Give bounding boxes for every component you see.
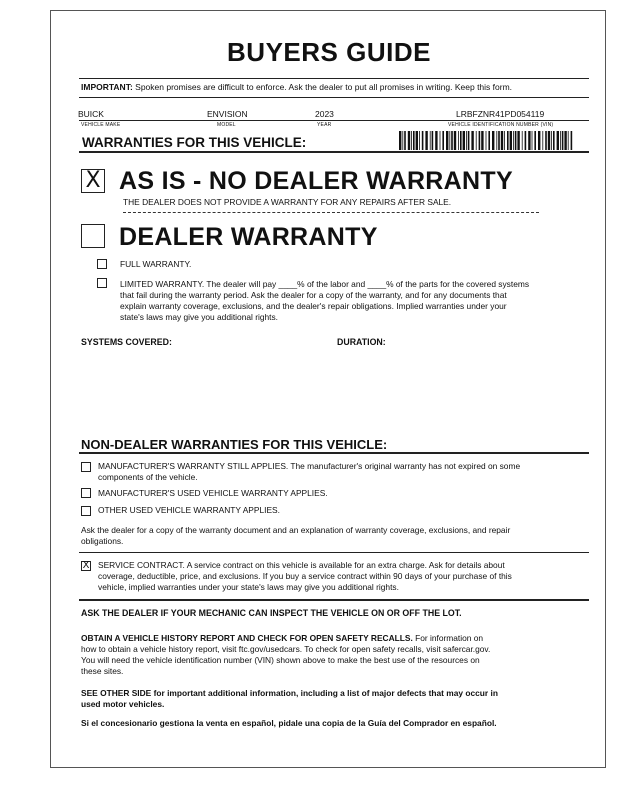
buyers-guide-form (50, 10, 606, 768)
used-manufacturer-warranty-label: MANUFACTURER'S USED VEHICLE WARRANTY APPLIES. (98, 488, 328, 498)
service-contract-text (98, 560, 588, 593)
see-other-side-line: used motor vehicles. (81, 699, 165, 709)
as-is-checkbox[interactable]: X (81, 169, 105, 193)
limited-warranty-line: that fail during the warranty period. Ask the dealer for a copy of the warranty, and for any documents that (120, 290, 507, 300)
ask-dealer-line: obligations. (81, 536, 124, 546)
important-notice (81, 82, 512, 92)
vehicle-model-value: ENVISION (207, 109, 248, 119)
manufacturer-warranty-line: components of the vehicle. (98, 472, 198, 482)
manufacturer-warranty-checkbox[interactable] (81, 462, 91, 472)
vehicle-history-text (81, 633, 593, 677)
vin-label: VEHICLE IDENTIFICATION NUMBER (VIN) (448, 122, 554, 128)
divider (79, 78, 589, 79)
limited-warranty-line: LIMITED WARRANTY. The dealer will pay ____% of the labor and ____% of the parts for the covered systems (120, 279, 530, 289)
divider (79, 97, 589, 98)
vehicle-history-line: You will need the vehicle identification number (VIN) shown above to make the best use of the resources on (81, 655, 480, 665)
vehicle-year-label: YEAR (317, 122, 332, 128)
vin-value: LRBFZNR41PD054119 (456, 109, 545, 119)
manufacturer-warranty-text (98, 461, 588, 483)
spanish-notice: Si el concesionario gestiona la venta en español, pidale una copia de la Guía del Comprador en español. (81, 718, 497, 728)
as-is-subtitle: THE DEALER DOES NOT PROVIDE A WARRANTY FOR ANY REPAIRS AFTER SALE. (123, 197, 452, 207)
form-title: BUYERS GUIDE (227, 37, 431, 67)
ask-dealer-line: Ask the dealer for a copy of the warranty document and an explanation of warranty coverage, exclusions, and repair (81, 525, 511, 535)
see-other-side-text (81, 688, 593, 710)
limited-warranty-checkbox[interactable] (97, 278, 107, 288)
vehicle-make-value: BUICK (78, 109, 104, 119)
divider (79, 552, 589, 553)
duration-label: DURATION: (337, 337, 386, 347)
warranties-heading: WARRANTIES FOR THIS VEHICLE: (82, 135, 307, 150)
vehicle-underline (79, 120, 589, 121)
full-warranty-checkbox[interactable] (97, 259, 107, 269)
service-contract-line: vehicle, implied warranties under your state's laws may give you additional rights. (98, 582, 399, 592)
service-contract-line: SERVICE CONTRACT. A service contract on this vehicle is available for an extra charge. Ask for details about (98, 560, 505, 570)
divider (79, 452, 589, 454)
ask-dealer-copy-text (81, 525, 591, 547)
dealer-warranty-checkbox[interactable] (81, 224, 105, 248)
as-is-title: AS IS - NO DEALER WARRANTY (119, 167, 513, 195)
see-other-side-line: SEE OTHER SIDE for important additional information, including a list of major defects that may occur in (81, 688, 498, 698)
vin-barcode (399, 131, 574, 151)
limited-warranty-line: state's laws may give you additional rights. (120, 312, 279, 322)
mechanic-inspection-text: ASK THE DEALER IF YOUR MECHANIC CAN INSPECT THE VEHICLE ON OR OFF THE LOT. (81, 608, 462, 618)
limited-warranty-line: explain warranty coverage, exclusions, and the dealer's repair obligations. Implied warranties under your (120, 301, 507, 311)
vehicle-year-value: 2023 (315, 109, 334, 119)
important-text: Spoken promises are difficult to enforce. Ask the dealer to put all promises in writing. Keep this form. (135, 82, 513, 92)
non-dealer-heading: NON-DEALER WARRANTIES FOR THIS VEHICLE: (81, 437, 388, 452)
other-used-warranty-checkbox[interactable] (81, 506, 91, 516)
service-contract-line: coverage, deductible, price, and exclusions. If you buy a service contract within 90 days of your purchase of this (98, 571, 512, 581)
service-contract-checkbox[interactable]: X (82, 560, 90, 571)
used-manufacturer-warranty-checkbox[interactable] (81, 488, 91, 498)
systems-covered-label: SYSTEMS COVERED: (81, 337, 172, 347)
full-warranty-label: FULL WARRANTY. (120, 259, 192, 269)
vehicle-history-line: For information on (415, 633, 484, 643)
vehicle-history-line: how to obtain a vehicle history report, visit ftc.gov/usedcars. To check for open safety recalls, visit safercar.gov. (81, 644, 491, 654)
vehicle-history-heading: OBTAIN A VEHICLE HISTORY REPORT AND CHECK FOR OPEN SAFETY RECALLS. (81, 633, 413, 643)
dealer-warranty-title: DEALER WARRANTY (119, 223, 378, 251)
manufacturer-warranty-line: MANUFACTURER'S WARRANTY STILL APPLIES. The manufacturer's original warranty has not expired on some (98, 461, 521, 471)
divider (79, 599, 589, 601)
vehicle-model-label: MODEL (217, 122, 236, 128)
important-label: IMPORTANT: (81, 82, 133, 92)
limited-warranty-text (120, 279, 590, 323)
dashed-divider (123, 212, 539, 213)
divider (79, 151, 589, 153)
other-used-warranty-label: OTHER USED VEHICLE WARRANTY APPLIES. (98, 505, 280, 515)
vehicle-make-label: VEHICLE MAKE (81, 122, 121, 128)
vehicle-history-line: these sites. (81, 666, 124, 676)
